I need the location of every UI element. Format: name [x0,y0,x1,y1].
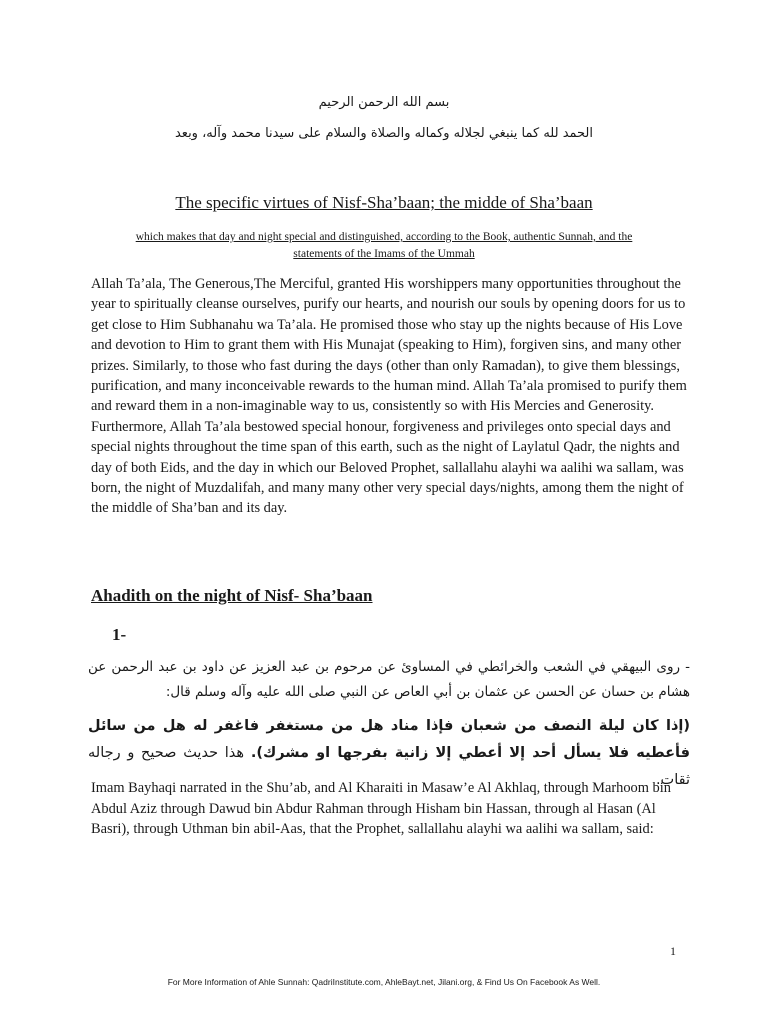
opening-praise: الحمد لله كما ينبغي لجلاله وكماله والصلاة والسلام على سيدنا محمد وآله، وبعد [174,126,594,141]
basmala: بسم الله الرحمن الرحيم [318,95,450,110]
english-narration: Imam Bayhaqi narrated in the Shu’ab, and Al Kharaiti in Masaw’e Al Akhlaq, through Marhoom bin Abdul Aziz through Dawud bin Abdur Rahman through Hisham bin Hassan, through al Hasan (Al Basri), through Uthman bin abil-Aas, that the Prophet, sallallahu alayhi wa aalihi wa sallam, said: [91,780,671,838]
intro-paragraph: Allah Ta’ala, The Generous,The Merciful, granted His worshippers many opportunities throughout the year to spiritually cleanse ourselves, purify our hearts, and nourish our souls by opening doors for us to get close to Him Subhanahu wa Ta’ala. He promised those who stay up the nights because of His Love and devotion to Him to grant them with His Munajat (speaking to Him), forgiven sins, and many other prizes. Similarly, to those who fast during the days (other than only Ramadan), to give them blessings, purification, and many inconceivable rewards to the human mind. Allah Ta’ala promised to purify them and reward them in a non-imaginable way to us, consistently so with His Mercies and Generosity. Furthermore, Allah Ta’ala bestowed special honour, forgiveness and privileges onto special days and special nights throughout the time span of this earth, such as the night of Laylatul Qadr, the nights and day of both Eids, and the day in which our Beloved Prophet, sallallahu alayhi wa aalihi wa sallam, was born, the night of Muzdalifah, and many many other very special days/nights, among them the night of the middle of Sha’ban and its day. [91,276,687,517]
hadith-quote: (إذا كان ليلة النصف من شعبان فإذا مناد هل من مستغفر فاغفر له هل من سائل فأعطيه فلا يسأل أحد إلا أعطي إلا زانية بفرجها او مشرك). [88,718,690,761]
item-number: 1- [112,625,127,644]
section-heading: Ahadith on the night of Nisf- Sha’baan [91,586,373,605]
document-subtitle: which makes that day and night special and distinguished, according to the Book, authentic Sunnah, and the statements of the Imams of the Ummah [135,231,633,260]
page-number: 1 [670,944,676,958]
page-footer: For More Information of Ahle Sunnah: QadriInstitute.com, AhleBayt.net, Jilani.org, & Find Us On Facebook As Well. [167,977,601,987]
document-title: The specific virtues of Nisf-Sha’baan; the midde of Sha’baan [175,193,593,212]
hadith-grading: هذا حديث صحيح و رجاله ثقات. [88,745,690,788]
arabic-narration-chain: - روى البيهقي في الشعب والخرائطي في المساوئ عن مرحوم بن عبد العزيز عن داود بن عبد الرحمن عن هشام بن حسان عن الحسن عن عثمان بن أبي العاص عن النبي صلى الله عليه وآله وسلم قال: [88,659,690,700]
